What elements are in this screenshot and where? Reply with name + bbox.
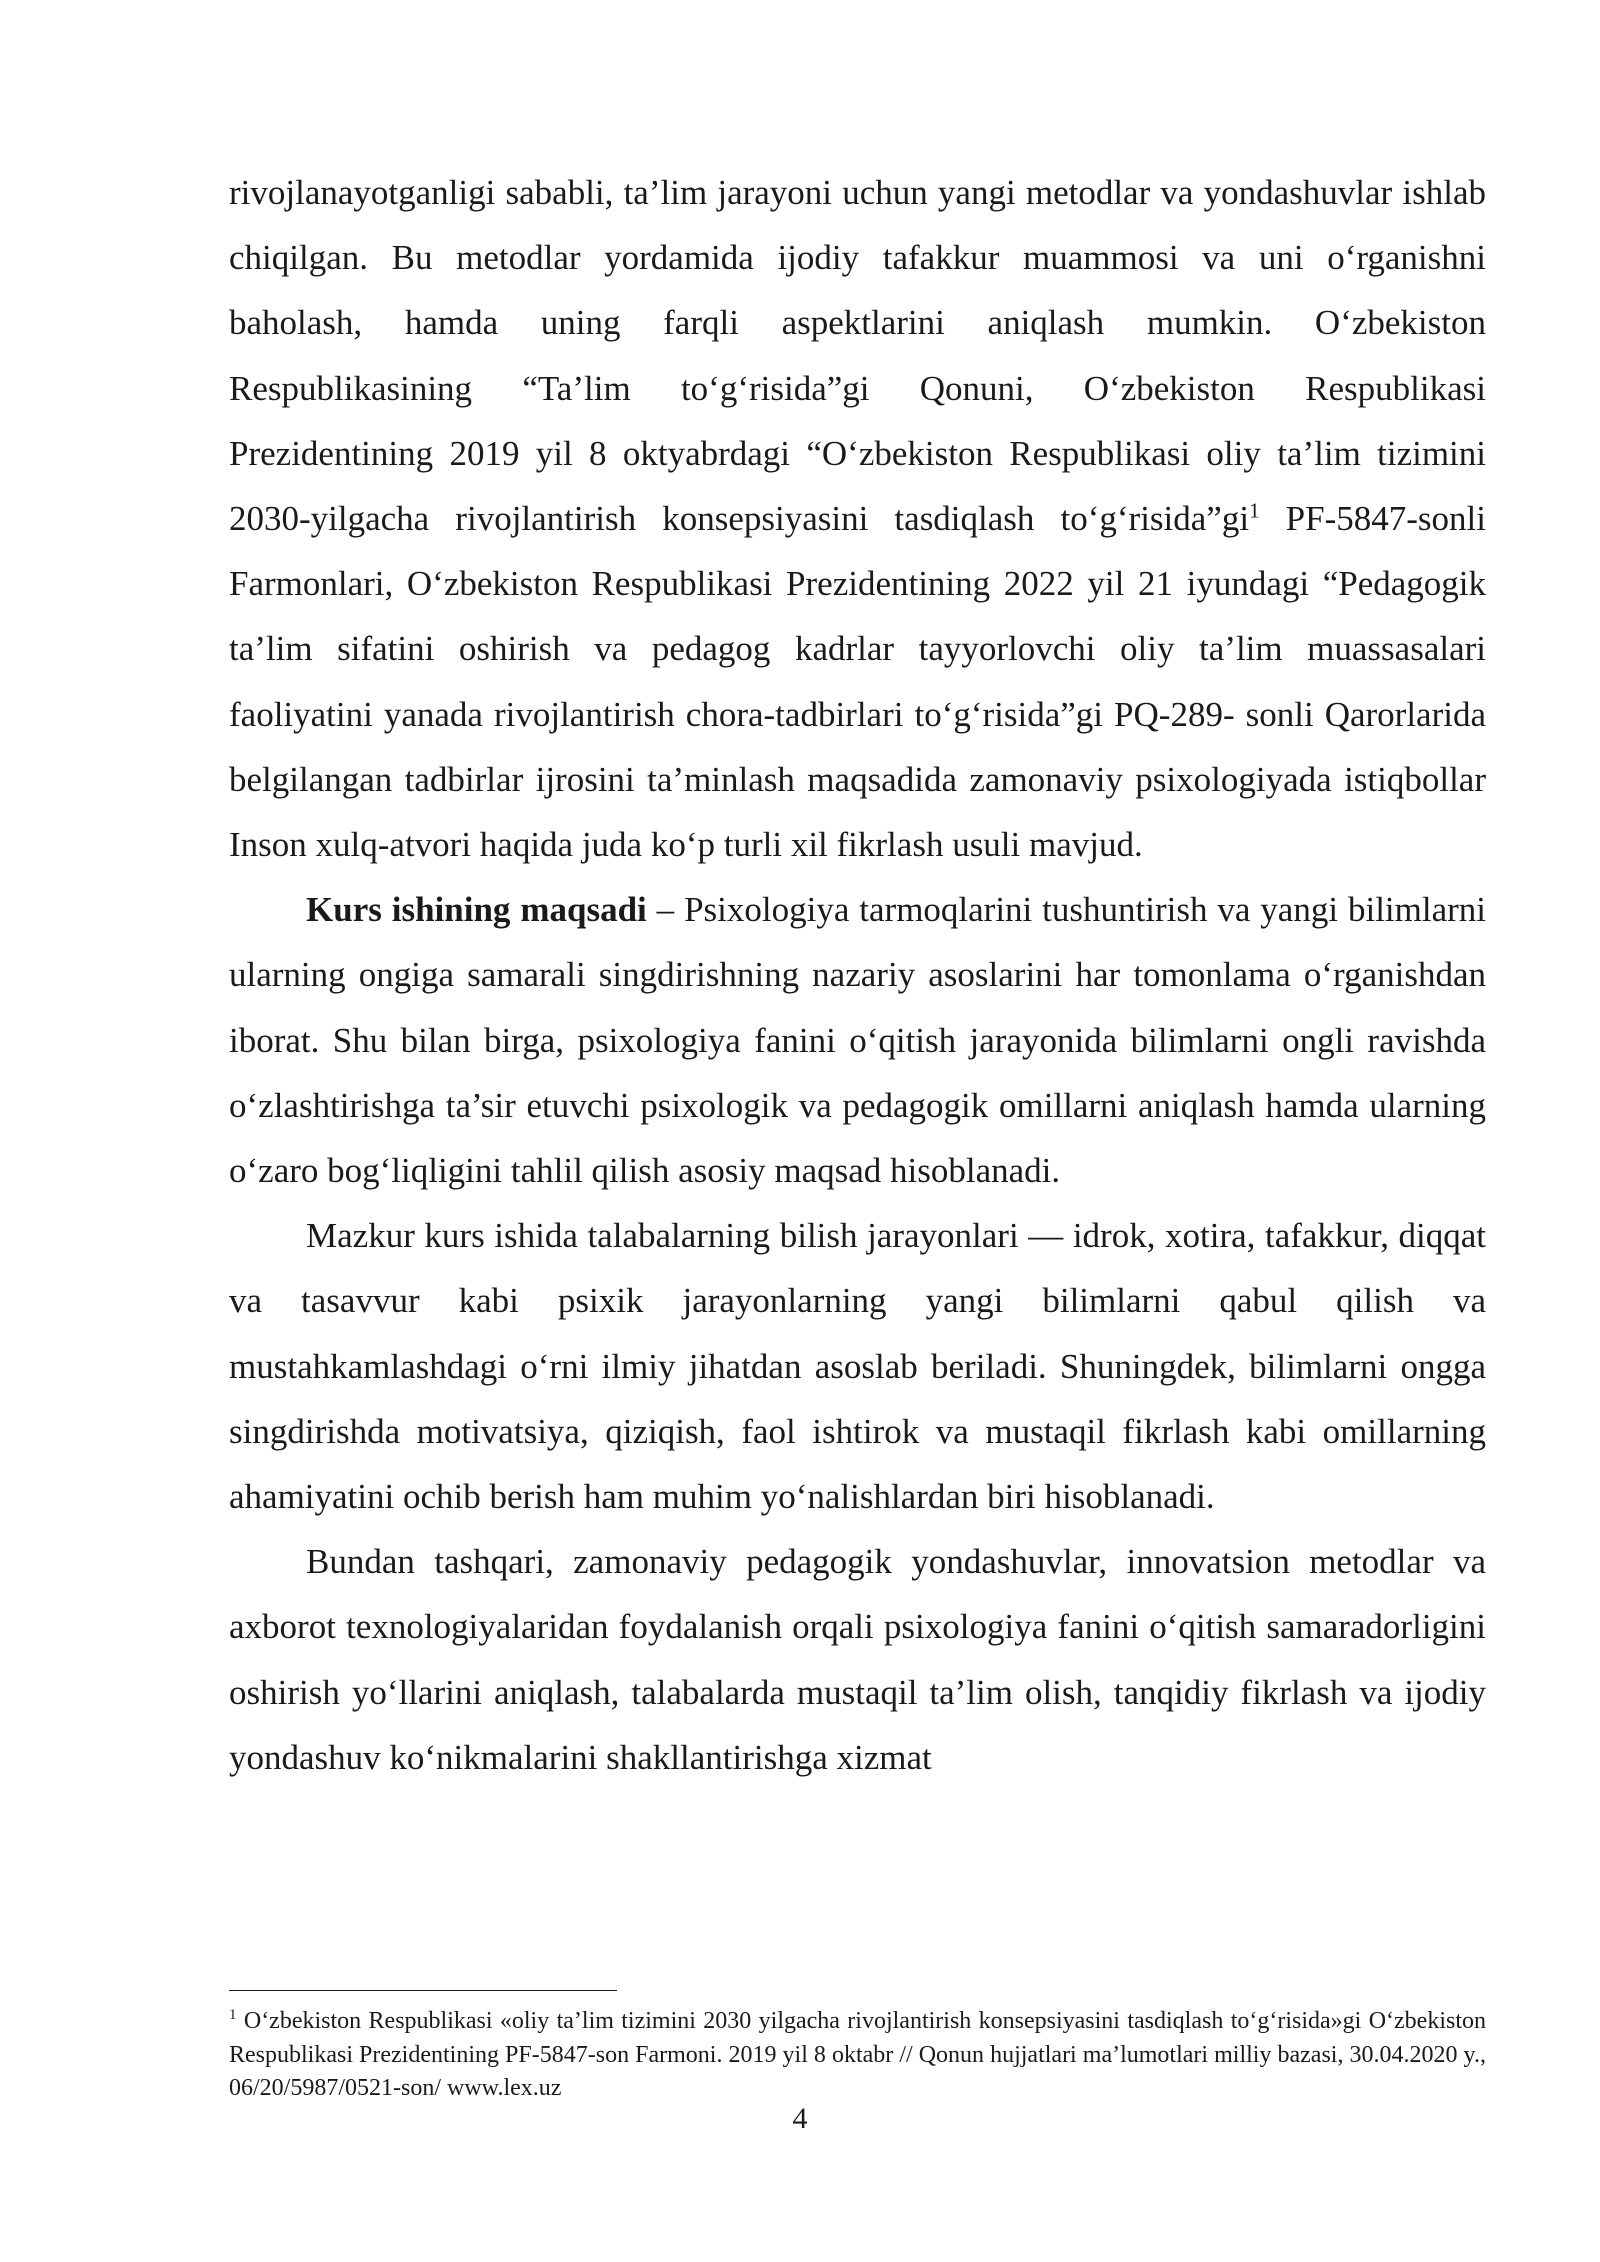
- body-paragraph-1: [229, 160, 1486, 877]
- footnote: [229, 2005, 1486, 2106]
- footnote-text: O‘zbekiston Respublikasi «oliy ta’lim tizimini 2030 yilgacha rivojlantirish konsepsiyasini tasdiqlash to‘g‘risida»gi O‘zbekiston Respublikasi Prezidentining PF-5847-son Farmoni. 2019 yil 8 oktabr // Qonun hujjatlari ma’lumotlari milliy bazasi, 30.04.2020 y., 06/20/5987/0521-son/ www.lex.uz: [229, 2008, 1486, 2101]
- body-paragraph-4: [229, 1529, 1486, 1790]
- body-paragraph-2: [229, 877, 1486, 1203]
- footnote-reference[interactable]: 1: [1249, 498, 1260, 523]
- paragraph-text: Bundan tashqari, zamonaviy pedagogik yondashuvlar, innovatsion metodlar va axborot texnologiyalaridan foydalanish orqali psixologiya fanini o‘qitish samaradorligini oshirish yo‘llarini aniqlash, talabalarda mustaqil ta’lim olish, tanqidiy fikrlash va ijodiy yondashuv ko‘nikmalarini shakllantirishga xizmat: [229, 1542, 1486, 1777]
- paragraph-text: PF-5847-sonli Farmonlari, O‘zbekiston Respublikasi Prezidentining 2022 yil 21 iyundagi “Pedagogik ta’lim sifatini oshirish va pedagog kadrlar tayyorlovchi oliy ta’lim muassasalari faoliyatini yanada rivojlantirish chora-tadbirlari to‘g‘risida”gi PQ-289- sonli Qarorlarida belgilangan tadbirlar ijrosini ta’minlash maqsadida zamonaviy psixologiyada istiqbollar Inson xulq-atvori haqida juda ko‘p turli xil fikrlash usuli mavjud.: [229, 499, 1486, 865]
- document-page: [229, 160, 1486, 1790]
- footnote-separator: [229, 1990, 617, 1991]
- body-paragraph-3: [229, 1203, 1486, 1529]
- paragraph-text: Mazkur kurs ishida talabalarning bilish jarayonlari — idrok, xotira, tafakkur, diqqat va tasavvur kabi psixik jarayonlarning yangi bilimlarni qabul qilish va mustahkamlashdagi o‘rni ilmiy jihatdan asoslab beriladi. Shuningdek, bilimlarni ongga singdirishda motivatsiya, qiziqish, faol ishtirok va mustaqil fikrlash kabi omillarning ahamiyatini ochib berish ham muhim yo‘nalishlardan biri hisoblanadi.: [229, 1216, 1486, 1517]
- footnote-marker: 1: [229, 2007, 237, 2023]
- bold-term: Kurs ishining maqsadi: [306, 890, 647, 930]
- paragraph-text: rivojlanayotganligi sababli, ta’lim jarayoni uchun yangi metodlar va yondashuvlar ishlab chiqilgan. Bu metodlar yordamida ijodiy tafakkur muammosi va uni o‘rganishni baholash, hamda uning farqli aspektlarini aniqlash mumkin. O‘zbekiston Respublikasining “Ta’lim to‘g‘risida”gi Qonuni, O‘zbekiston Respublikasi Prezidentining 2019 yil 8 oktyabrdagi “O‘zbekiston Respublikasi oliy ta’lim tizimini 2030-yilgacha rivojlantirish konsepsiyasini tasdiqlash to‘g‘risida”gi: [229, 173, 1486, 539]
- page-number: 4: [792, 2102, 808, 2135]
- paragraph-text: – Psixologiya tarmoqlarini tushuntirish va yangi bilimlarni ularning ongiga samarali singdirishning nazariy asoslarini har tomonlama o‘rganishdan iborat. Shu bilan birga, psixologiya fanini o‘qitish jarayonida bilimlarni ongli ravishda o‘zlashtirishga ta’sir etuvchi psixologik va pedagogik omillarni aniqlash hamda ularning o‘zaro bog‘liqligini tahlil qilish asosiy maqsad hisoblanadi.: [229, 890, 1487, 1191]
